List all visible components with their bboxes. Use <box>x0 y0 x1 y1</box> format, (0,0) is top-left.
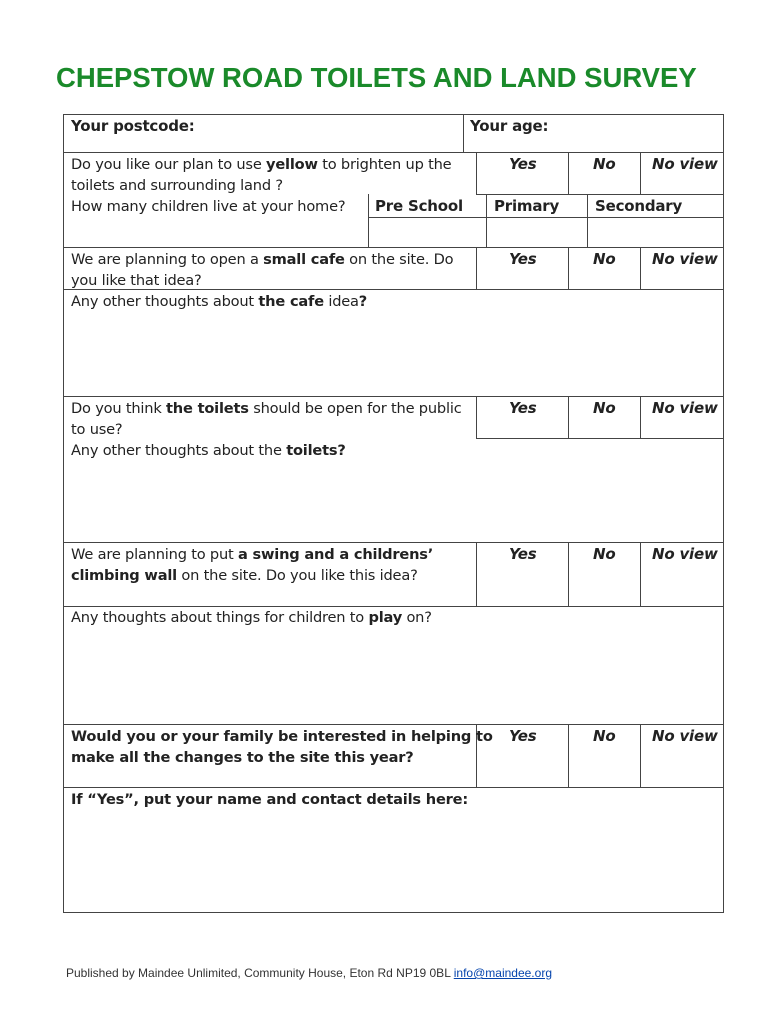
q2-thoughts-prompt: Any other thoughts about the cafe idea? <box>71 293 368 310</box>
q1-no-view-option[interactable]: No view <box>652 155 718 173</box>
q1-question: Do you like our plan to use yellow to brighten up the <box>71 156 452 173</box>
q5-no-option[interactable]: No <box>593 727 616 745</box>
email-link[interactable]: info@maindee.org <box>453 966 552 980</box>
contact-details-prompt: If “Yes”, put your name and contact details here: <box>71 791 468 808</box>
q3-thoughts-field[interactable] <box>64 463 723 542</box>
primary-count-field[interactable] <box>487 218 587 247</box>
q4-no-option[interactable]: No <box>593 545 616 563</box>
primary-label: Primary <box>494 197 560 215</box>
q2-no-option[interactable]: No <box>593 250 616 268</box>
q4-no-view-option[interactable]: No view <box>652 545 718 563</box>
footer-text: Published by Maindee Unlimited, Community House, Eton Rd NP19 0BL <box>66 966 454 980</box>
q5-yes-option[interactable]: Yes <box>509 727 537 745</box>
q3-question: Do you think the toilets should be open for the public <box>71 400 462 417</box>
pre-school-count-field[interactable] <box>369 218 486 247</box>
q5-no-view-option[interactable]: No view <box>652 727 718 745</box>
q3-question-line2: to use? <box>71 421 123 438</box>
age-label: Your age: <box>470 117 549 135</box>
q4-question-line2: climbing wall on the site. Do you like this idea? <box>71 567 418 584</box>
page-title: CHEPSTOW ROAD TOILETS AND LAND SURVEY <box>56 62 697 93</box>
age-field[interactable] <box>464 115 723 152</box>
contact-details-field[interactable] <box>64 812 723 912</box>
q4-thoughts-prompt: Any thoughts about things for children to play on? <box>71 609 432 626</box>
secondary-label: Secondary <box>595 197 683 215</box>
children-question: How many children live at your home? <box>71 198 346 215</box>
q2-question: We are planning to open a small cafe on the site. Do <box>71 251 454 268</box>
q2-question-line2: you like that idea? <box>71 272 202 289</box>
q1-no-option[interactable]: No <box>593 155 616 173</box>
q1-yes-option[interactable]: Yes <box>509 155 537 173</box>
q3-thoughts-prompt: Any other thoughts about the toilets? <box>71 442 346 459</box>
q3-no-option[interactable]: No <box>593 399 616 417</box>
q4-yes-option[interactable]: Yes <box>509 545 537 563</box>
q3-yes-option[interactable]: Yes <box>509 399 537 417</box>
q4-question: We are planning to put a swing and a childrens’ <box>71 546 434 563</box>
q5-question-line2: make all the changes to the site this year? <box>71 749 414 766</box>
q2-no-view-option[interactable]: No view <box>652 250 718 268</box>
postcode-field[interactable] <box>64 115 463 152</box>
q4-thoughts-field[interactable] <box>64 630 723 724</box>
secondary-count-field[interactable] <box>588 218 723 247</box>
q2-thoughts-field[interactable] <box>64 314 723 396</box>
pre-school-label: Pre School <box>375 197 463 215</box>
q5-question: Would you or your family be interested in helping to <box>71 728 493 745</box>
postcode-label: Your postcode: <box>71 117 195 135</box>
q1-question-line2: toilets and surrounding land ? <box>71 177 283 194</box>
footer <box>66 966 552 980</box>
q2-yes-option[interactable]: Yes <box>509 250 537 268</box>
q3-no-view-option[interactable]: No view <box>652 399 718 417</box>
